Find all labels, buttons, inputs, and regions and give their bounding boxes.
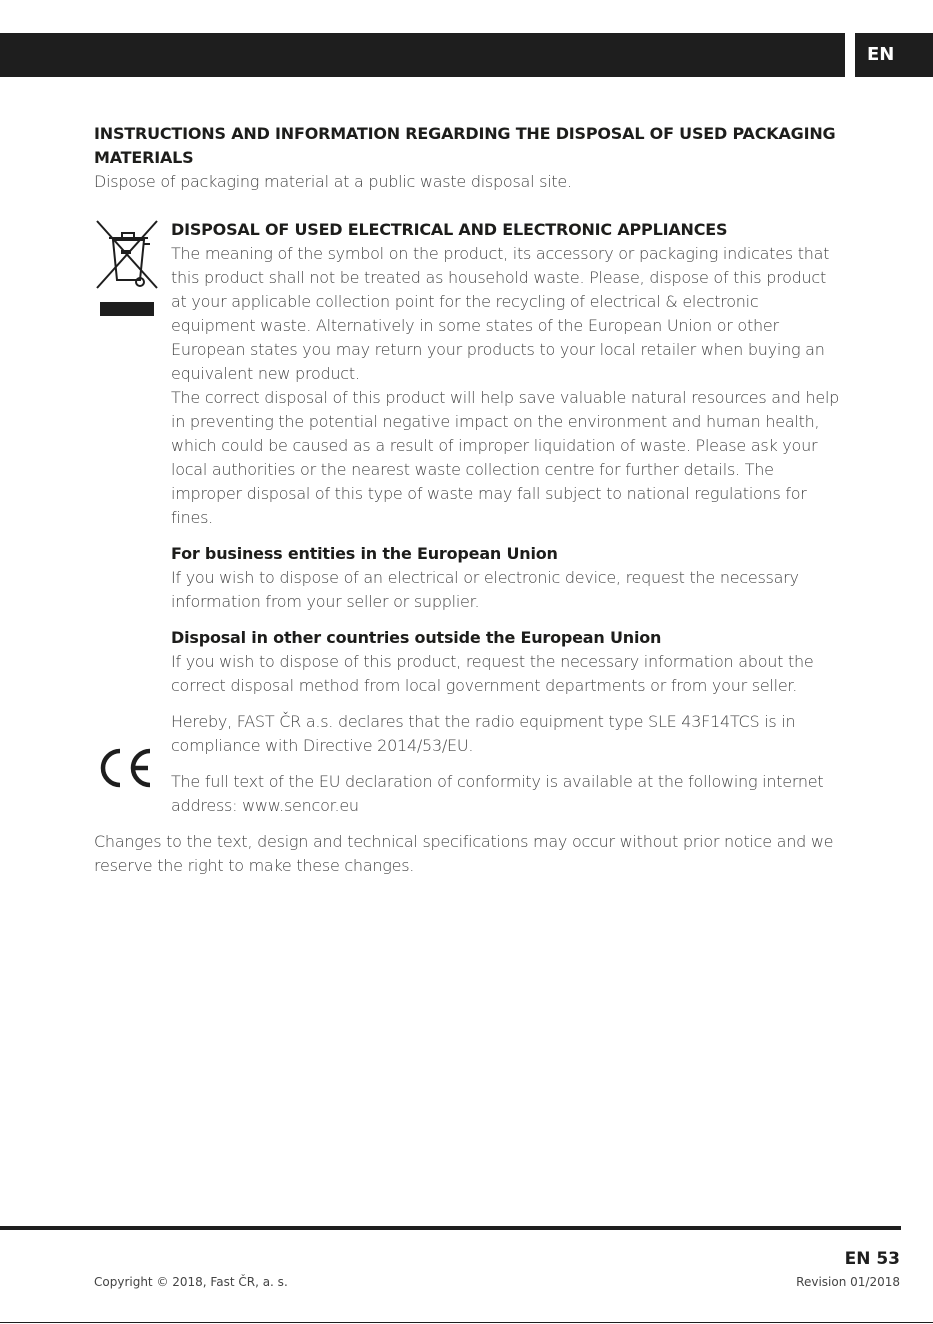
weee-paragraph-2: The correct disposal of this product will help save valuable natural resources and help in preventing the potential negative impact on the environment and human health, which could be caused as a result of improper liquidation of waste. Please ask your local authorities or the nearest waste collection centre for further details. The improper disposal of this type of waste may fall subject to national regulations for fines. bbox=[171, 388, 840, 527]
weee-paragraph-1: The meaning of the symbol on the product, its accessory or packaging indicates that this product shall not be treated as household waste. Please, dispose of this product at your applicable collection point for the recycling of electrical & electronic equipment waste. Alternatively in some states of the European Union or other European states you may return your products to your local retailer when buying an equivalent new product. bbox=[171, 244, 830, 383]
business-text: If you wish to dispose of an electrical or electronic device, request the necessary information from your seller or supplier. bbox=[171, 568, 799, 611]
copyright-text: Copyright © 2018, Fast ČR, a. s. bbox=[94, 1275, 288, 1289]
weee-heading: DISPOSAL OF USED ELECTRICAL AND ELECTRONIC APPLIANCES bbox=[171, 220, 728, 239]
ce-declaration: Hereby, FAST ČR a.s. declares that the radio equipment type SLE 43F14TCS is in compliance with Directive 2014/53/EU. bbox=[171, 712, 796, 755]
business-heading: For business entities in the European Union bbox=[171, 544, 558, 563]
packaging-heading: INSTRUCTIONS AND INFORMATION REGARDING THE DISPOSAL OF USED PACKAGING MATERIALS bbox=[94, 124, 836, 167]
changes-notice: Changes to the text, design and technical specifications may occur without prior notice and we reserve the right to make these changes. bbox=[94, 832, 834, 875]
header-bar bbox=[0, 33, 845, 77]
footer-rule bbox=[0, 1226, 901, 1230]
main-content bbox=[94, 122, 844, 878]
revision-text: Revision 01/2018 bbox=[796, 1275, 900, 1289]
page-bottom-rule bbox=[0, 1322, 933, 1323]
packaging-text: Dispose of packaging material at a public waste disposal site. bbox=[94, 172, 572, 191]
page-number: EN 53 bbox=[844, 1249, 900, 1269]
other-countries-heading: Disposal in other countries outside the European Union bbox=[171, 628, 662, 647]
ce-fulltext: The full text of the EU declaration of conformity is available at the following internet address: www.sencor.eu bbox=[171, 772, 824, 815]
language-tab: EN bbox=[855, 33, 933, 77]
other-countries-text: If you wish to dispose of this product, request the necessary information about the correct disposal method from local government departments or from your seller. bbox=[171, 652, 814, 695]
